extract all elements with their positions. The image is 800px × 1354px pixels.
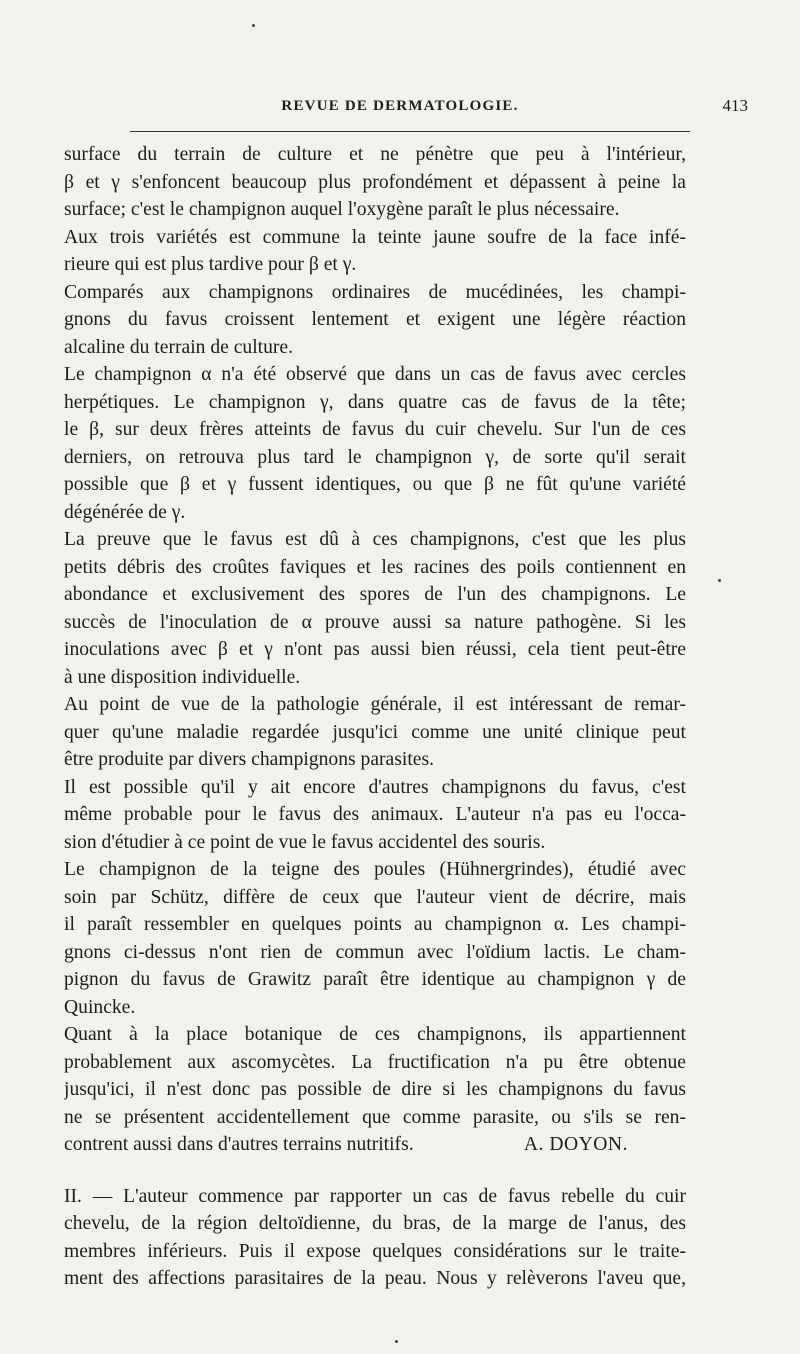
text-line: sion d'étudier à ce point de vue le favus accidentel des souris. — [64, 831, 546, 853]
text-line: Le champignon de la teigne des poules (Hühnergrindes), étudié avec — [64, 859, 686, 880]
text-line: même probable pour le favus des animaux. L'auteur n'a pas eu l'occa- — [64, 804, 686, 825]
text-line: Il est possible qu'il y ait encore d'autres champignons du favus, c'est — [64, 776, 686, 798]
text-line: quer qu'une maladie regardée jusqu'ici comme une unité clinique peut — [64, 721, 686, 743]
text-line — [64, 1131, 686, 1159]
text-line: gnons du favus croissent lentement et exigent une légère réaction — [64, 309, 686, 330]
text-line: petits débris des croûtes faviques et les racines des poils contiennent en — [64, 556, 686, 578]
text-line: être produite par divers champignons parasites. — [64, 749, 434, 770]
text-line: rieure qui est plus tardive pour β et γ. — [64, 254, 357, 275]
section-1 — [64, 141, 686, 1159]
text-line: ment des affections parasitaires de la peau. Nous y relèverons l'aveu que, — [64, 1268, 686, 1289]
text-line: chevelu, de la région deltoïdienne, du bras, de la marge de l'anus, des — [64, 1213, 686, 1234]
text-line: à une disposition individuelle. — [64, 666, 301, 688]
text-line: inoculations avec β et γ n'ont pas aussi bien réussi, cela tient peut-être — [64, 639, 686, 660]
text-line: gnons ci-dessus n'ont rien de commun avec l'oïdium lactis. Le cham- — [64, 941, 686, 963]
text-line: surface; c'est le champignon auquel l'oxygène paraît le plus nécessaire. — [64, 199, 620, 220]
text-line: Comparés aux champignons ordinaires de mucédinées, les champi- — [64, 281, 686, 303]
text-line: le β, sur deux frères atteints de favus du cuir chevelu. Sur l'un de ces — [64, 419, 686, 440]
text-line: soin par Schütz, diffère de ceux que l'auteur vient de décrire, mais — [64, 886, 686, 908]
text-line: La preuve que le favus est dû à ces champignons, c'est que les plus — [64, 529, 686, 550]
text-line: membres inférieurs. Puis il expose quelques considérations sur le traite- — [64, 1240, 686, 1262]
text-line: il paraît ressembler en quelques points au champignon α. Les champi- — [64, 914, 686, 935]
author-signature: A. DOYON. — [523, 1134, 628, 1155]
text-line: probablement aux ascomycètes. La fructification n'a pu être obtenue — [64, 1051, 686, 1073]
print-speck — [718, 579, 721, 582]
text-line: succès de l'inoculation de α prouve aussi sa nature pathogène. Si les — [64, 611, 686, 633]
text-line: Le champignon α n'a été observé que dans un cas de favus avec cercles — [64, 364, 686, 385]
section-2 — [64, 1183, 686, 1293]
header-rule — [130, 131, 690, 132]
text-line: jusqu'ici, il n'est donc pas possible de dire si les champignons du favus — [64, 1079, 686, 1100]
text-line: pignon du favus de Grawitz paraît être identique au champignon γ de — [64, 969, 686, 990]
text-line: β et γ s'enfoncent beaucoup plus profondément et dépassent à peine la — [64, 171, 686, 193]
text-line: Quant à la place botanique de ces champignons, ils appartiennent — [64, 1024, 686, 1045]
print-speck — [252, 24, 255, 27]
text-line: Au point de vue de la pathologie générale, il est intéressant de remar- — [64, 694, 686, 715]
text-line: possible que β et γ fussent identiques, ou que β ne fût qu'une variété — [64, 474, 686, 495]
page-number: 413 — [722, 96, 748, 115]
text-line: Aux trois variétés est commune la teinte jaune soufre de la face infé- — [64, 226, 686, 248]
text-line: Quincke. — [64, 996, 136, 1018]
page-header — [40, 98, 760, 122]
article-body — [64, 141, 686, 1293]
section-gap — [64, 1159, 686, 1183]
text-line: ne se présentent accidentellement que comme parasite, ou s'ils se ren- — [64, 1106, 686, 1128]
text-line: surface du terrain de culture et ne pénètre que peu à l'intérieur, — [64, 144, 686, 165]
text-line: dégénérée de γ. — [64, 501, 186, 523]
line-text: contrent aussi dans d'autres terrains nutritifs. — [64, 1134, 414, 1155]
text-line: II. — L'auteur commence par rapporter un cas de favus rebelle du cuir — [64, 1185, 686, 1207]
text-line: alcaline du terrain de culture. — [64, 336, 294, 358]
text-line: abondance et exclusivement des spores de l'un des champignons. Le — [64, 584, 686, 605]
text-line: derniers, on retrouva plus tard le champignon γ, de sorte qu'il serait — [64, 446, 686, 468]
running-title: REVUE DE DERMATOLOGIE. — [281, 98, 519, 114]
text-line: herpétiques. Le champignon γ, dans quatre cas de favus de la tête; — [64, 391, 686, 413]
print-speck — [395, 1340, 398, 1343]
